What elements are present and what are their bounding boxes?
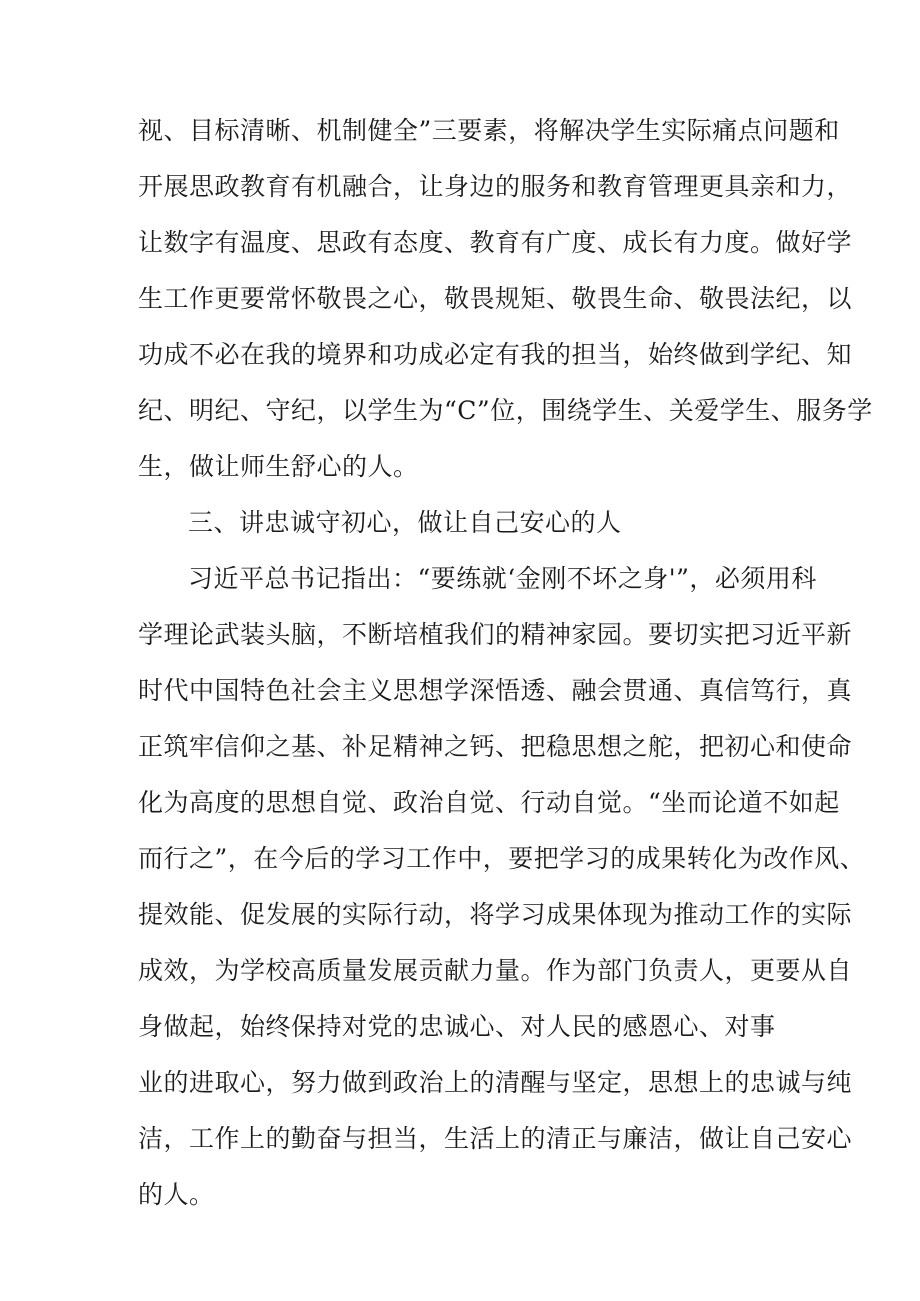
text-line: 让数字有温度、思政有态度、教育有广度、成长有力度。做好学 (138, 228, 853, 257)
text-line: 生工作更要常怀敬畏之心，敬畏规矩、敬畏生命、敬畏法纪，以 (138, 284, 853, 313)
text-line: 视、目标清晰、机制健全”三要素，将解决学生实际痛点问题和 (138, 116, 840, 145)
text-line: 身做起，始终保持对党的忠诚心、对人民的感恩心、对事 (138, 1012, 776, 1041)
text-line: 提效能、促发展的实际行动，将学习成果体现为推动工作的实际 (138, 900, 853, 929)
text-line: 习近平总书记指出：“要练就‘金刚不坏之身'”，必须用科 (188, 564, 817, 593)
section-heading: 三、讲忠诚守初心，做让自己安心的人 (188, 508, 622, 537)
text-line: 正筑牢信仰之基、补足精神之钙、把稳思想之舵，把初心和使命 (138, 732, 853, 761)
text-line: 功成不必在我的境界和功成必定有我的担当，始终做到学纪、知 (138, 340, 853, 369)
text-line: 纪、明纪、守纪，以学生为“C”位，围绕学生、关爱学生、服务学 (138, 396, 873, 425)
text-line: 的人。 (138, 1180, 215, 1209)
text-line: 化为高度的思想自觉、政治自觉、行动自觉。“坐而论道不如起 (138, 788, 840, 817)
text-line: 业的进取心，努力做到政治上的清醒与坚定，思想上的忠诚与纯 (138, 1068, 853, 1097)
text-line: 开展思政教育有机融合，让身边的服务和教育管理更具亲和力， (138, 172, 853, 201)
text-line: 洁，工作上的勤奋与担当，生活上的清正与廉洁，做让自己安心 (138, 1124, 853, 1153)
text-line: 而行之”，在今后的学习工作中，要把学习的成果转化为改作风、 (138, 844, 866, 873)
text-line: 学理论武装头脑，不断培植我们的精神家园。要切实把习近平新 (138, 620, 853, 649)
text-line: 时代中国特色社会主义思想学深悟透、融会贯通、真信笃行，真 (138, 676, 853, 705)
text-line: 生，做让师生舒心的人。 (138, 452, 419, 481)
text-line: 成效，为学校高质量发展贡献力量。作为部门负责人，更要从自 (138, 956, 853, 985)
